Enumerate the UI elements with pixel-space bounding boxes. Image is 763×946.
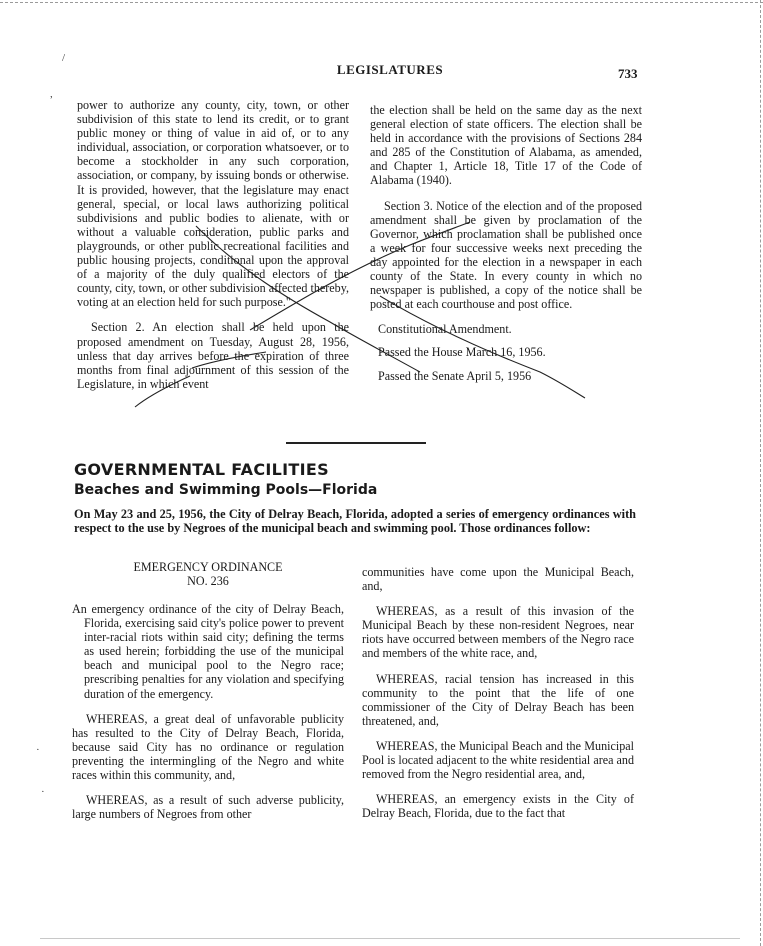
section-subtitle: Beaches and Swimming Pools—Florida	[74, 482, 378, 498]
enactment-line: Passed the Senate April 5, 1956	[378, 368, 532, 383]
enactment-line: Passed the House March 16, 1956.	[378, 345, 546, 360]
whereas-paragraph: WHEREAS, as a result of such adverse publicity, large numbers of Negroes from other	[72, 793, 344, 822]
paragraph: power to authorize any county, city, town, or other subdivision of this state to lend its credit, or to grant public money or thing of value in aid of, or to any individual, association, or corporation whatsoever, or to become a stockholder in any such corporation, association, or company, by issuing bonds or otherwise. It is provided, however, that the legislature may enact general, special, or local laws authorizing political subdivisions and public bodies to alienate, with or without a valuable consideration, public parks and playgrounds, or other public recreational facilities and public housing projects, conditional upon the approval of a majority of the duly qualified electors of the county, city, town, or other subdivision affected thereby, voting at an election held for such purpose."	[77, 98, 349, 310]
enactment-line: Constitutional Amendment.	[378, 322, 512, 337]
whereas-paragraph: WHEREAS, a great deal of unfavorable publicity has resulted to the City of Delray Beach, Florida, because said City has no ordinance or regulation preventing the intermingling of the Negro and white races within this community, and,	[72, 711, 344, 783]
running-head: LEGISLATURES	[336, 62, 444, 77]
margin-mark: ·	[36, 744, 40, 756]
margin-mark: ,	[50, 88, 53, 100]
ordinance-summary: An emergency ordinance of the city of Delray Beach, Florida, exercising said city's police power to prevent inter-racial riots within said city; defining the terms as used herein; forbidding the use of the municipal beach and municipal pool to the Negro race; prescribing penalties for any violation and specifying duration of the emergency.	[72, 602, 344, 701]
scan-edge-top	[0, 2, 763, 3]
whereas-paragraph: WHEREAS, racial tension has increased in this community to the point that the life of one commissioner of the City of Delray Beach has been threatened, and,	[362, 671, 634, 728]
scan-edge-right	[760, 0, 761, 946]
ordinance-title-line: EMERGENCY ORDINANCE	[133, 560, 283, 574]
section-title: GOVERNMENTAL FACILITIES	[74, 460, 329, 479]
paragraph: the election shall be held on the same day as the next general election of state officers. The election shall be held in accordance with the provisions of Sections 284 and 285 of the Constitution of Alabama, as amended, and Chapter 1, Article 18, Title 17 of the Code of Alabama (1940).	[370, 103, 642, 188]
whereas-paragraph: WHEREAS, the Municipal Beach and the Municipal Pool is located adjacent to the white residential area and removed from the Negro residential area, and,	[362, 738, 634, 782]
ordinance-title	[72, 560, 344, 588]
paragraph: Section 2. An election shall be held upon the proposed amendment on Tuesday, August 28, 1956, unless that day arrives before the expiration of three months from final adjournment of this session of the Legislature, in which event	[77, 320, 349, 391]
whereas-paragraph: WHEREAS, as a result of this invasion of the Municipal Beach by these non-resident Negroes, near riots have occurred between members of the Negro race and members of the white race, and,	[362, 604, 634, 661]
whereas-paragraph: WHEREAS, an emergency exists in the City of Delray Beach, Florida, due to the fact that	[362, 792, 634, 821]
section-divider	[286, 442, 426, 444]
left-column-top	[77, 98, 349, 402]
scan-edge-bottom	[40, 938, 740, 939]
page-number: 733	[618, 66, 638, 81]
ordinance-number: NO. 236	[187, 574, 229, 588]
right-column-top	[370, 103, 642, 394]
margin-mark: /	[62, 52, 66, 64]
enactment-block	[370, 322, 642, 382]
paragraph: communities have come upon the Municipal Beach, and,	[362, 565, 634, 594]
margin-mark: ·	[41, 786, 45, 798]
left-column-ordinance	[72, 560, 344, 832]
right-column-ordinance	[362, 565, 634, 831]
section-intro: On May 23 and 25, 1956, the City of Delray Beach, Florida, adopted a series of emergency ordinances with respect to the use by Negroes of the municipal beach and swimming pool. Those ordinances follow:	[74, 507, 636, 535]
paragraph: Section 3. Notice of the election and of the proposed amendment shall be given by proclamation of the Governor, which proclamation shall be published once a week for four successive weeks next preceding the day appointed for the election in a newspaper in each county of the State. In every county in which no newspaper is published, a copy of the notice shall be posted at each courthouse and post office.	[370, 198, 642, 312]
